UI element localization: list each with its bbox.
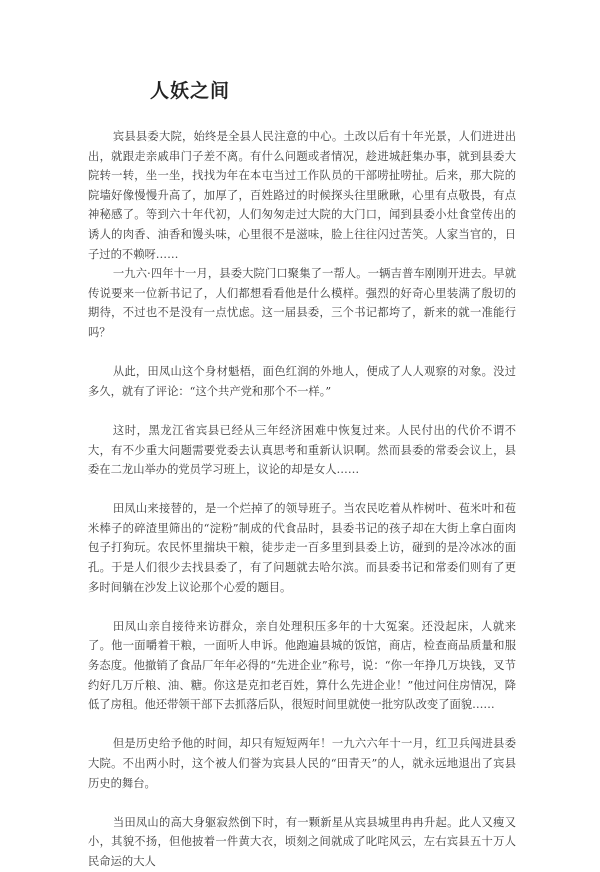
paragraph-6: 田凤山亲自接待来访群众，亲自处理积压多年的十大冤案。还没起床，人就来了。他一面嚼着干粮，一面听人申诉。他跑遍县城的饭馆，商店，检查商品质量和服务态度。他撤销了食品厂年年必得的“先进企业”称号，说：“你一年挣几万块钱，叉节约好几万斤粮、油、糖。你这是克扣老百姓，算什么先进企业！”他过问住房情况，降低了房租。他还带领干部下去抓落后队，很短时间里就使一批穷队改变了面貌……	[88, 619, 516, 712]
paragraph-1: 宾县县委大院，始终是全县人民注意的中心。土改以后有十年光景，人们进进出出，就跟走亲戚串门子差不离。有什么问题或者情况，趁进城赶集办事，就到县委大院转一转，坐一坐，找找为年在本屯当过工作队员的干部唠扯唠扯。后来，那大院的院墙好像慢慢升高了，加厚了，百姓路过的时候探头往里瞅瞅，心里有点敬畏，有点神秘感了。等到六十年代初，人们匆匆走过大院的大门口，闻到县委小灶食堂传出的诱人的肉香、油香和馒头味，心里很不是滋味，脸上往往闪过苦笑。人家当官的，日子过的不赖呀……	[88, 130, 516, 261]
paragraph-8: 当田凤山的高大身躯寂然倒下时，有一颗新星从宾县城里冉冉升起。此人又瘦又小，其貌不扬，但他披着一件黄大衣，顷刻之间就成了叱咤风云，左右宾县五十万人民命运的大人	[88, 815, 516, 868]
page-title: 人妖之间	[150, 80, 231, 102]
paragraph-4: 这时，黑龙江省宾县已经从三年经济困难中恢复过来。人民付出的代价不谓不大，有不少重大问题需要党委去认真思考和重新认识啊。然而县委的常委会议上，县委在二龙山举办的党员学习班上，议论的却是女人……	[88, 423, 516, 477]
paragraph-7: 但是历史给予他的时间，却只有短短两年！一九六六年十一月，红卫兵闯进县委大院。不出两小时，这个被人们誉为宾县人民的“田青天”的人，就永远地退出了宾县历史的舞台。	[88, 737, 516, 790]
paragraph-2: 一九六·四年十一月，县委大院门口聚集了一帮人。一辆吉普车刚刚开进去。早就传说要来一位新书记了，人们都想看看他是什么模样。强烈的好奇心里装满了殷切的期待，不过也不是没有一点忧虑。这一届县委，三个书记都垮了，新来的就一准能行吗？	[88, 267, 516, 339]
paragraph-3: 从此，田凤山这个身材魁梧，面色红润的外地人，便成了人人观察的对象。没过多久，就有了评论：“这个共产党和那个不一样。”	[88, 365, 516, 398]
article-body	[88, 127, 516, 872]
paragraph-5: 田凤山来接替的，是一个烂掉了的领导班子。当农民吃着从柞树叶、苞米叶和苞米棒子的碎渣里筛出的“淀粉”制成的代食品时，县委书记的孩子却在大街上拿白面肉包子打狗玩。农民怀里揣块干粮，徒步走一百多里到县委上访，碰到的是冷冰冰的面孔。于是人们很少去找县委了，有了问题就去哈尔滨。而县委书记和常委们则有了更多时间躺在沙发上议论那个心爱的题目。	[88, 502, 516, 594]
